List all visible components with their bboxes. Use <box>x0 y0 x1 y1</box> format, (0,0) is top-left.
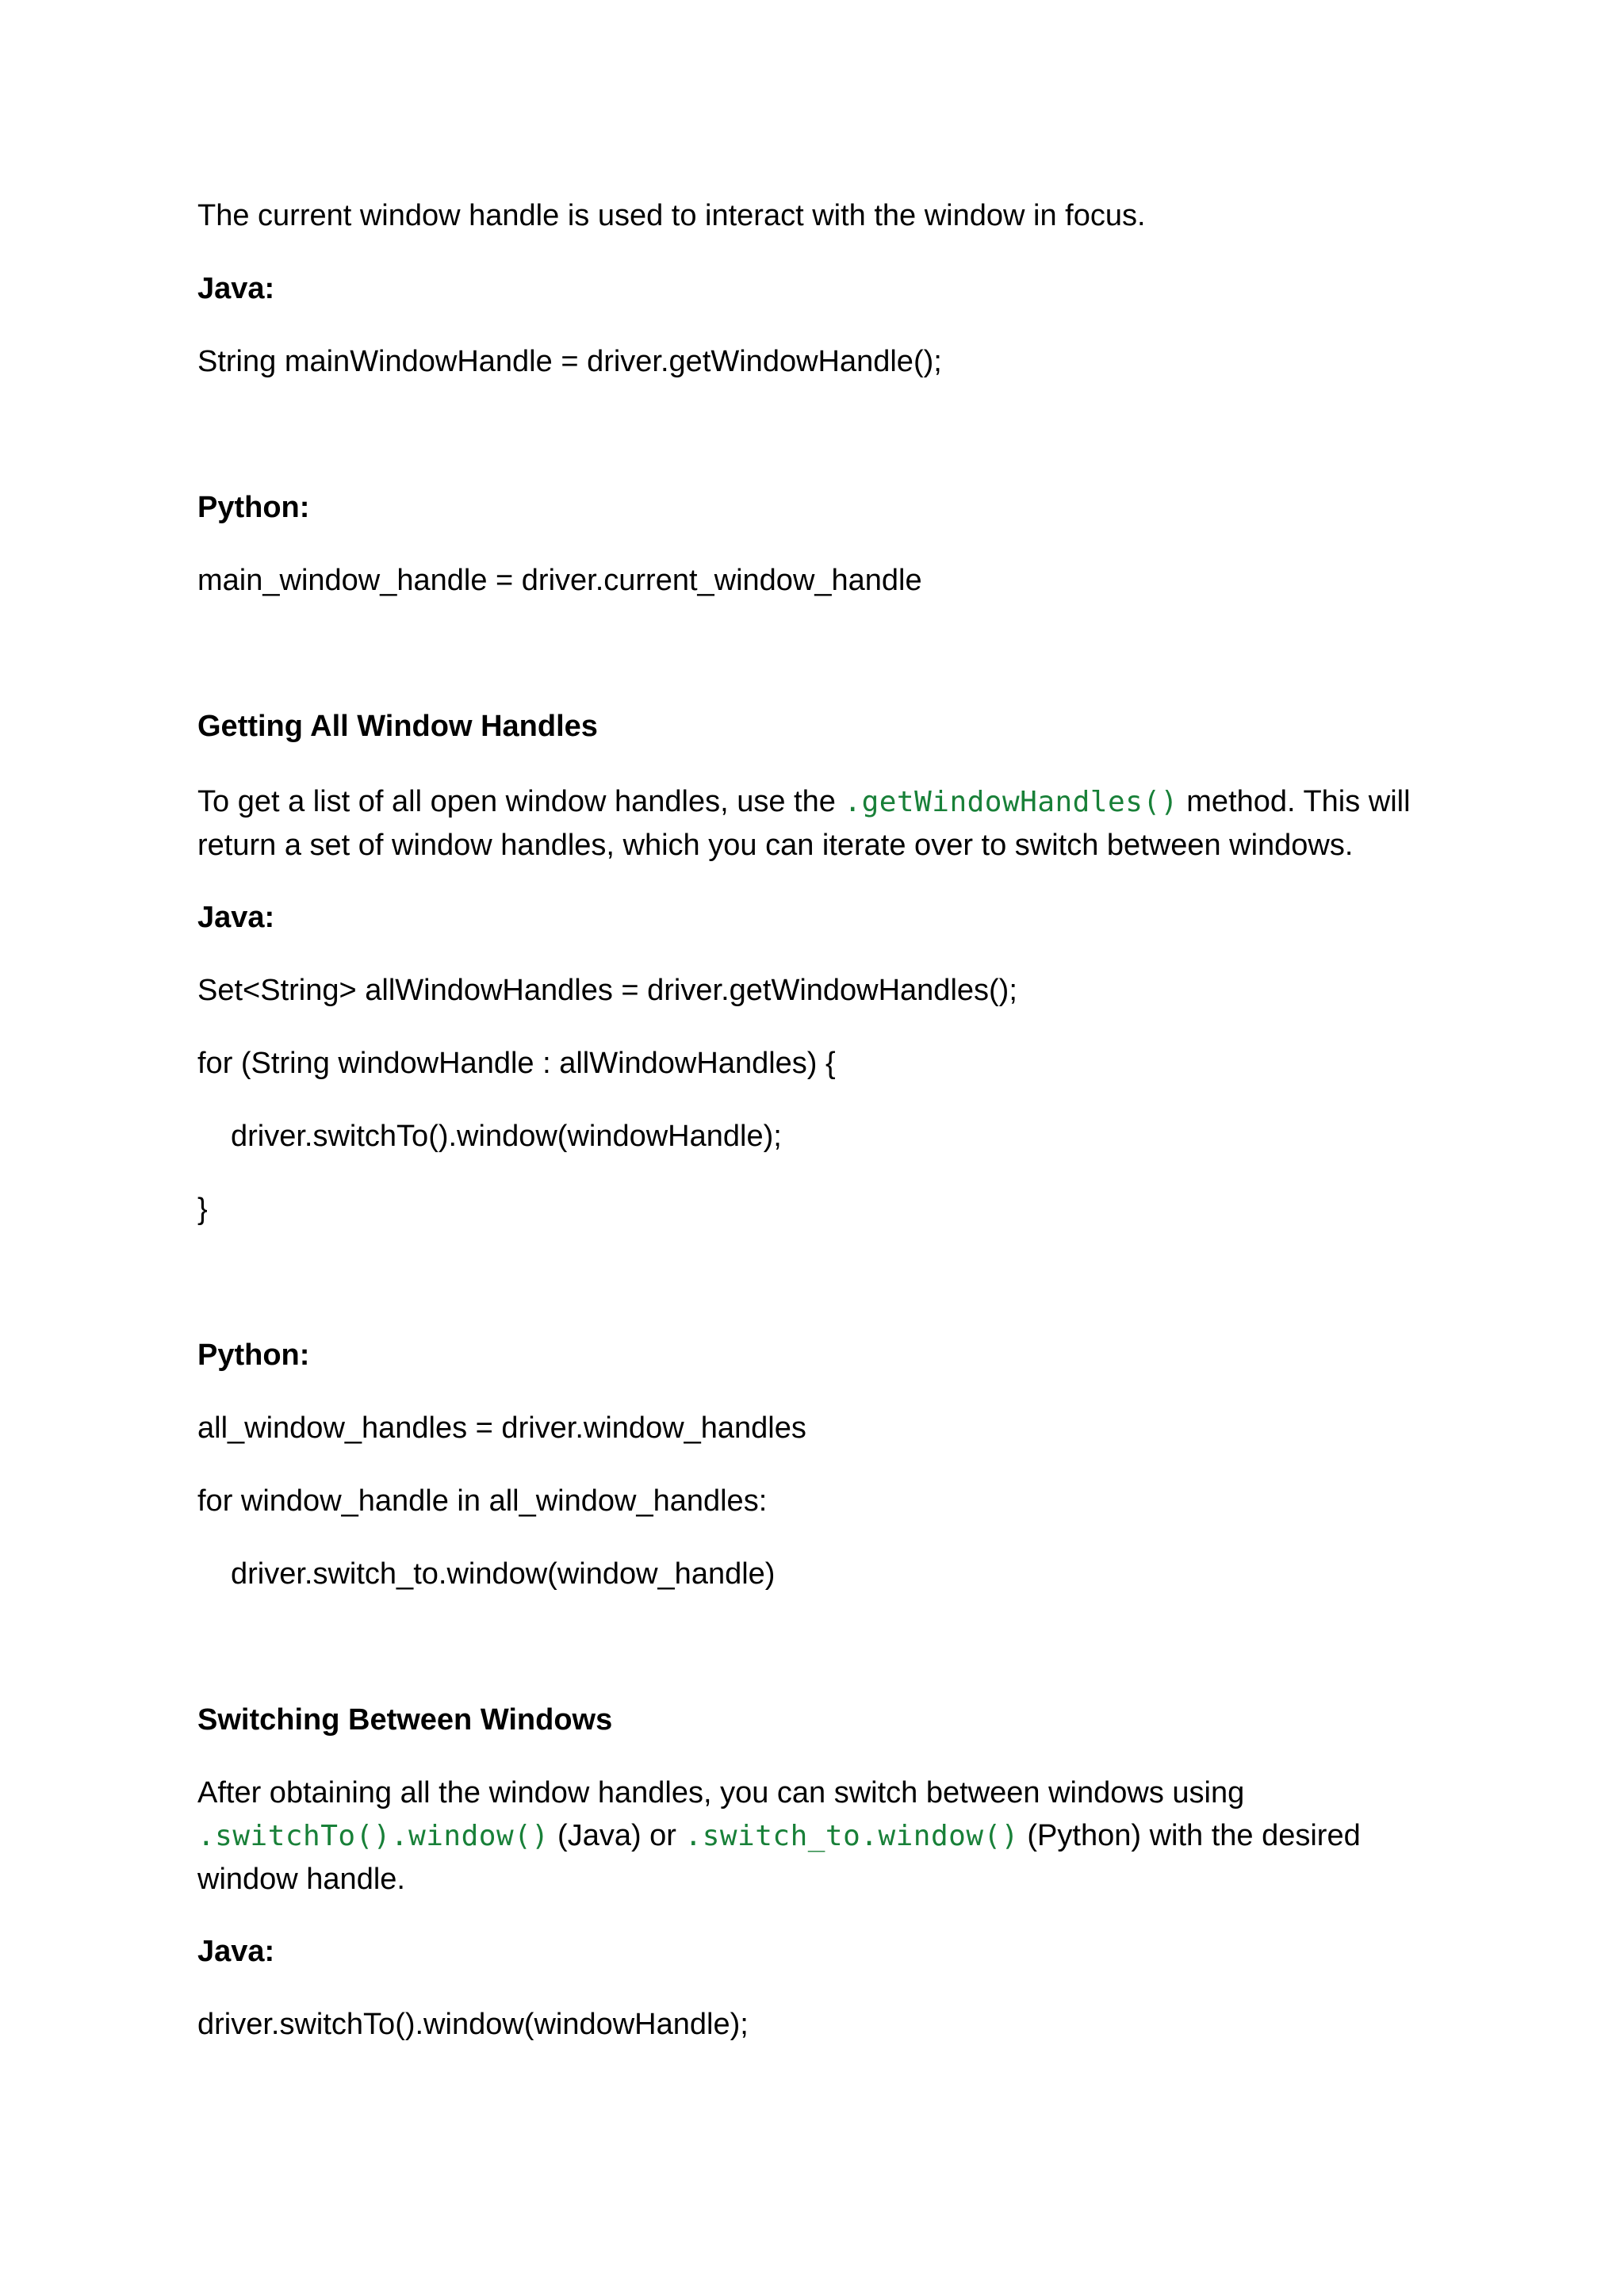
description-text: window handle. <box>197 1863 405 1896</box>
section-heading-switching: Switching Between Windows <box>197 1703 613 1737</box>
description-text: After obtaining all the window handles, you can switch between windows using <box>197 1776 1245 1810</box>
description-text: return a set of window handles, which you can iterate over to switch between windows. <box>197 829 1354 862</box>
description-text: (Java) or <box>549 1819 685 1852</box>
java-code-line: driver.switchTo().window(windowHandle); <box>231 1120 782 1153</box>
inline-code: .switch_to.window() <box>684 1820 1019 1852</box>
python-code-line: driver.switch_to.window(window_handle) <box>231 1557 776 1591</box>
intro-paragraph: The current window handle is used to interact with the window in focus. <box>197 199 1146 232</box>
description-text: method. This will <box>1178 785 1411 818</box>
description-text: (Python) with the desired <box>1018 1819 1361 1852</box>
switching-description <box>197 1771 1434 1901</box>
inline-code: .switchTo().window() <box>197 1820 550 1852</box>
description-text: To get a list of all open window handles, use the <box>197 785 845 818</box>
java-code-line: Set<String> allWindowHandles = driver.getWindowHandles(); <box>197 974 1017 1007</box>
java-code-line: String mainWindowHandle = driver.getWindowHandle(); <box>197 345 942 378</box>
inline-code: .getWindowHandles() <box>844 786 1178 818</box>
java-code-line: for (String windowHandle : allWindowHandles) { <box>197 1047 836 1080</box>
python-label: Python: <box>197 1338 310 1372</box>
python-code-line: for window_handle in all_window_handles: <box>197 1484 768 1518</box>
python-code-line: main_window_handle = driver.current_window_handle <box>197 564 922 597</box>
java-code-line: driver.switchTo().window(windowHandle); <box>197 2008 749 2041</box>
python-label: Python: <box>197 491 310 524</box>
java-label: Java: <box>197 1935 275 1968</box>
python-code-line: all_window_handles = driver.window_handles <box>197 1411 806 1445</box>
section-heading-all-handles: Getting All Window Handles <box>197 710 598 743</box>
all-handles-description <box>197 780 1434 867</box>
java-label: Java: <box>197 272 275 305</box>
java-code-line: } <box>197 1193 208 1226</box>
java-label: Java: <box>197 901 275 934</box>
